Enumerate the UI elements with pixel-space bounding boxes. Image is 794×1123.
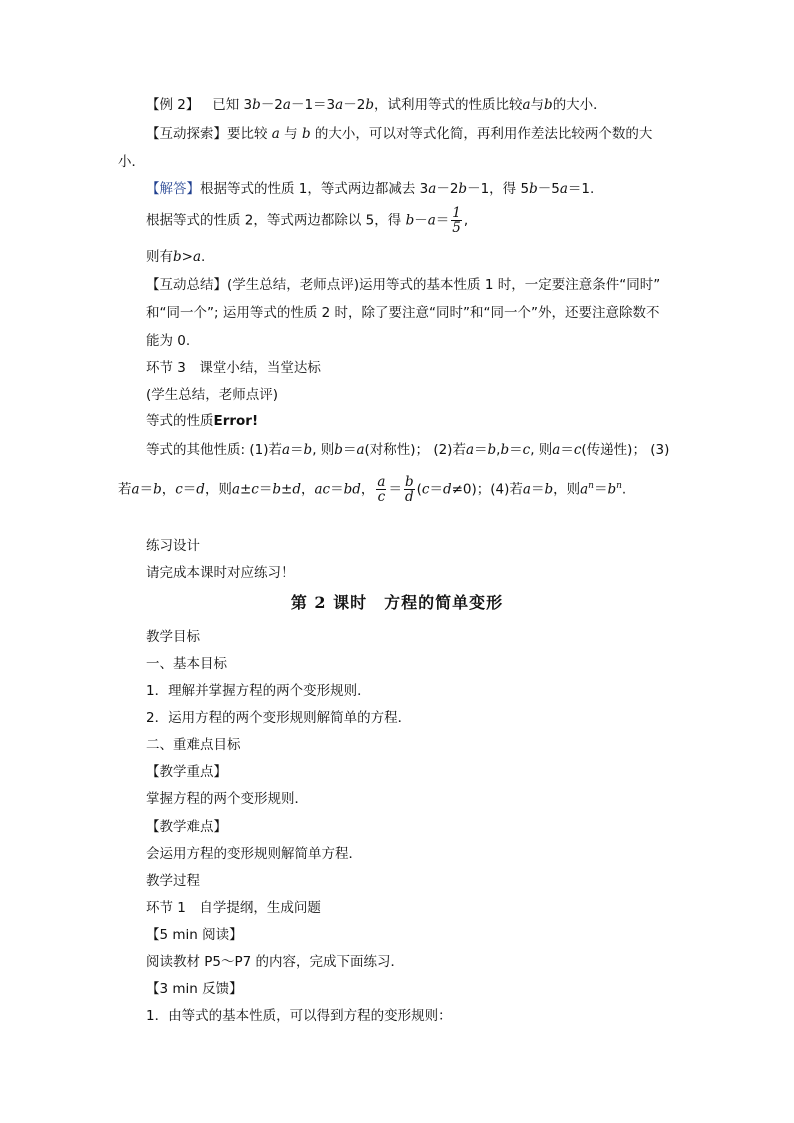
var: b: [405, 212, 415, 229]
text: ＝: [509, 442, 523, 458]
text: 与: [284, 126, 298, 142]
difficulty-text: 会运用方程的变形规则解简单方程．: [146, 846, 362, 862]
text: ＝: [290, 442, 304, 458]
var: b: [334, 442, 343, 458]
denominator: d: [404, 489, 414, 505]
text: ＝: [429, 481, 443, 498]
var: a: [522, 97, 531, 113]
var: b: [301, 126, 311, 142]
summary-line-1: [146, 276, 660, 294]
var: a: [559, 181, 568, 197]
text: , 则: [530, 442, 553, 458]
var: a: [465, 442, 475, 458]
text: ＝: [435, 212, 450, 229]
var: c: [522, 442, 531, 458]
expr: bd: [343, 481, 361, 498]
fraction-a-over-c: [376, 475, 386, 504]
text: (: [416, 481, 422, 498]
var: b: [607, 481, 617, 498]
text: －1＝3: [290, 97, 336, 113]
lesson-title: 第 2 课时 方程的简单变形: [290, 593, 504, 612]
var: a: [427, 212, 436, 229]
key-goals-heading: 二、重难点目标: [146, 737, 241, 753]
var: b: [544, 97, 553, 113]
example-label: 【例 2】: [146, 97, 200, 113]
text: .: [201, 249, 206, 265]
denominator: c: [377, 489, 386, 505]
var: b: [153, 481, 162, 498]
var: b: [365, 97, 374, 113]
text: ＝: [139, 481, 154, 498]
text: ,: [463, 212, 469, 229]
var: d: [196, 481, 205, 498]
answer-label: 【解答】: [146, 181, 200, 197]
error-text: Error!: [213, 413, 259, 429]
text: ＝: [474, 442, 488, 458]
key-point-label: 【教学重点】: [146, 764, 227, 780]
var: c: [421, 481, 430, 498]
var: a: [552, 442, 561, 458]
section-3-heading: 环节 3 课堂小结，当堂达标: [146, 360, 321, 376]
practice-text: 请完成本课时对应练习！: [146, 565, 295, 581]
text: ＝: [258, 481, 273, 498]
text: ＝: [530, 481, 545, 498]
var: a: [522, 481, 531, 498]
var: a: [131, 481, 140, 498]
text: 根据等式的性质 1，等式两边都减去 3: [200, 181, 429, 197]
text: ，试利用等式的性质比较: [373, 97, 523, 113]
goals-heading: 教学目标: [146, 629, 200, 645]
text: ≠0)；(4)若: [451, 481, 523, 498]
text: 的大小，可以对等式化简，再利用作差法比较两个数的大: [314, 126, 653, 142]
text: ＝1.: [567, 181, 595, 197]
step-1-heading: 环节 1 自学提纲，生成问题: [146, 900, 321, 916]
text: －2: [343, 97, 366, 113]
var: b: [303, 442, 313, 458]
other-props-line-1: [146, 441, 669, 459]
fraction-one-fifth: [451, 206, 462, 235]
denominator: 5: [452, 220, 461, 236]
text: ，则: [553, 481, 581, 498]
text: －2: [260, 97, 283, 113]
text: ＝: [388, 481, 402, 498]
other-props-line-2: [118, 472, 626, 504]
fraction-b-over-d: [404, 475, 415, 504]
expr: b±d: [272, 481, 301, 498]
var: b: [458, 181, 468, 197]
var: a: [282, 97, 291, 113]
var: a: [281, 442, 291, 458]
text: 与: [530, 97, 545, 113]
var: a: [580, 481, 589, 498]
text: ＝: [560, 442, 574, 458]
explore-label: 【互动探索】: [146, 126, 227, 142]
text: ＝: [593, 481, 608, 498]
basic-goals-heading: 一、基本目标: [146, 656, 227, 672]
text: (对称性)； (2)若: [364, 442, 466, 458]
text: , 则: [312, 442, 335, 458]
summary-label: 【互动总结】: [146, 277, 227, 293]
exponent: n: [616, 481, 622, 491]
text: (传递性)； (3): [581, 442, 670, 458]
text: 若: [118, 481, 132, 498]
var: c: [573, 442, 582, 458]
text: 已知 3: [212, 97, 253, 113]
text: ＝: [330, 481, 344, 498]
text: ，: [161, 481, 176, 498]
var: a: [271, 126, 280, 142]
text: 要比较: [227, 126, 268, 142]
var: a: [428, 181, 437, 197]
summary-line-2: 和“同一个”; 运用等式的性质 2 时，除了要注意“同时”和“同一个”外，还要注意除数不: [146, 305, 660, 321]
text: ＝: [182, 481, 197, 498]
section-3-note: (学生总结，老师点评): [146, 387, 279, 403]
text: －5: [537, 181, 560, 197]
summary-line-3: 能为 0.: [146, 333, 191, 349]
text: 的大小．: [552, 97, 607, 113]
text: －1，得 5: [467, 181, 530, 197]
answer-line-2: [146, 206, 468, 235]
feedback-label: 【3 min 反馈】: [146, 981, 243, 997]
example-2: [146, 96, 607, 114]
reading-label: 【5 min 阅读】: [146, 927, 243, 943]
text: .: [621, 481, 627, 498]
explore-line-2: 小．: [118, 154, 145, 170]
text: 等式的其他性质: (1)若: [146, 442, 282, 458]
text: 等式的性质: [146, 413, 214, 429]
key-point-text: 掌握方程的两个变形规则．: [146, 791, 308, 807]
goal-1: 1．理解并掌握方程的两个变形规则．: [146, 683, 371, 699]
text: －2: [436, 181, 459, 197]
var: b: [487, 442, 497, 458]
text: ，: [300, 481, 315, 498]
props-line: [146, 412, 258, 430]
process-heading: 教学过程: [146, 873, 200, 889]
numerator: 1: [452, 205, 461, 221]
var: a: [356, 442, 365, 458]
var: b: [252, 97, 261, 113]
text: 则有: [146, 249, 173, 265]
expr: a±c: [231, 481, 259, 498]
text: －: [414, 212, 428, 229]
answer-line-1: [146, 180, 594, 198]
explore-line: [146, 125, 652, 143]
expr: b>a: [173, 249, 202, 265]
practice-heading: 练习设计: [146, 538, 200, 554]
expr: ac: [314, 481, 331, 498]
text: ,: [496, 442, 501, 458]
var: a: [335, 97, 344, 113]
feedback-text: 1．由等式的基本性质，可以得到方程的变形规则：: [146, 1008, 452, 1024]
text: ，则: [204, 481, 232, 498]
numerator: b: [404, 474, 414, 490]
var: d: [442, 481, 452, 498]
text: ，: [360, 481, 375, 498]
answer-line-3: [146, 248, 205, 266]
numerator: a: [377, 474, 386, 490]
goal-2: 2．运用方程的两个变形规则解简单的方程．: [146, 710, 412, 726]
var: b: [529, 181, 538, 197]
var: b: [544, 481, 554, 498]
reading-text: 阅读教材 P5～P7 的内容，完成下面练习．: [146, 954, 405, 970]
exponent: n: [588, 481, 594, 491]
text: (学生总结，老师点评)运用等式的基本性质 1 时，一定要注意条件“同时”: [227, 277, 661, 293]
difficulty-label: 【教学难点】: [146, 819, 227, 835]
text: 根据等式的性质 2，等式两边都除以 5，得: [146, 212, 402, 229]
var: b: [500, 442, 510, 458]
var: c: [175, 481, 183, 498]
text: ＝: [342, 442, 357, 458]
